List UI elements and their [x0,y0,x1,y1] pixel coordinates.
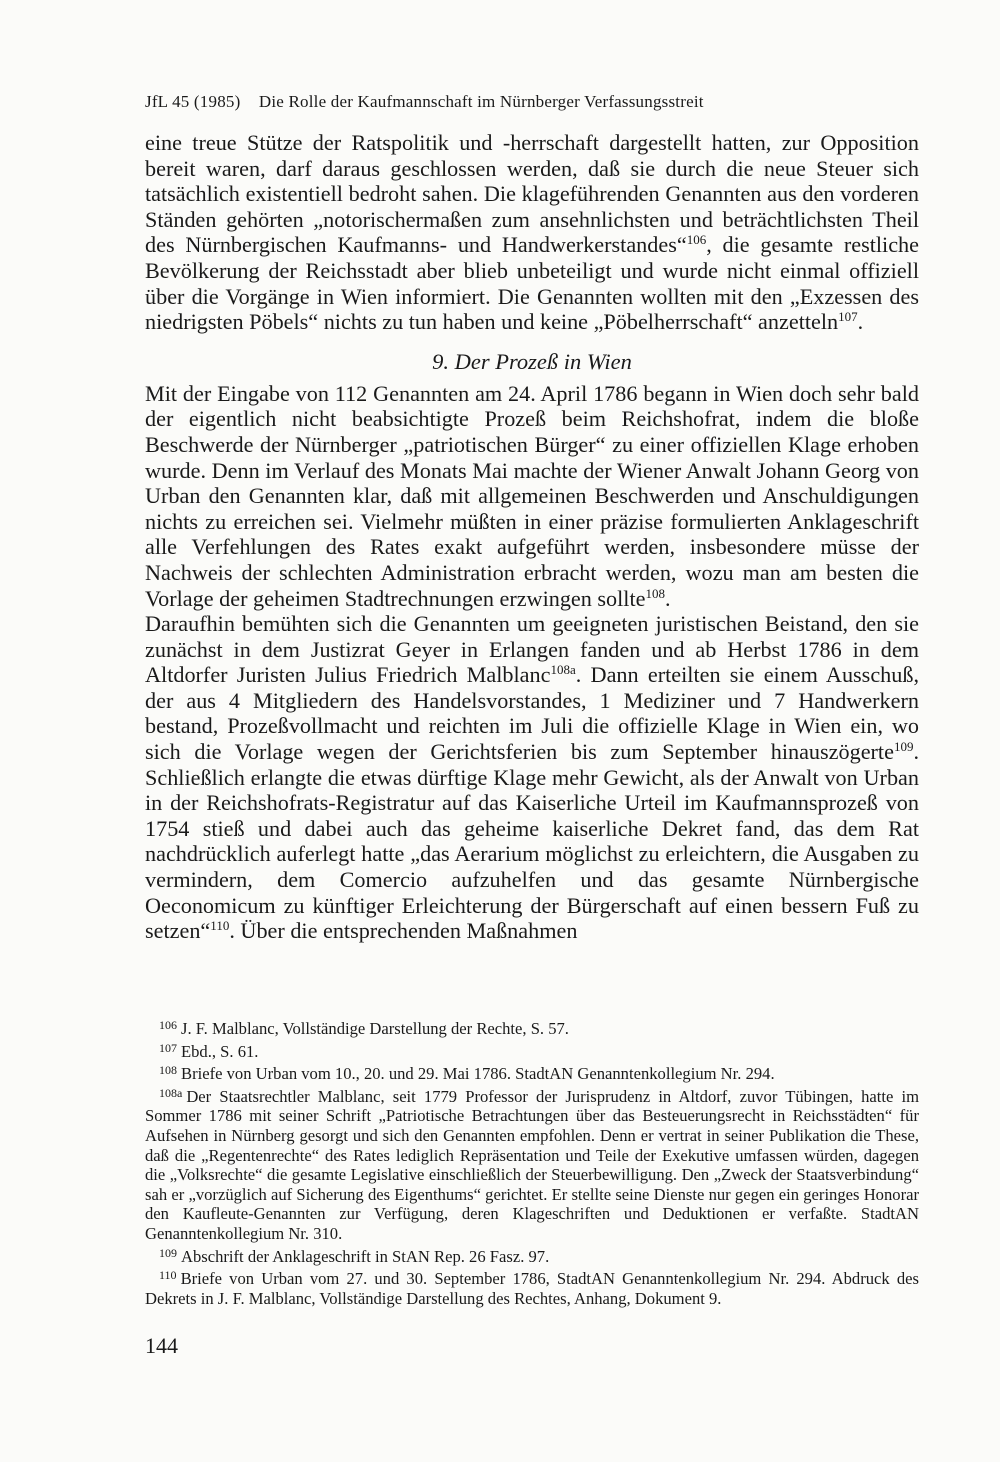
footnote-ref-109: 109 [893,739,914,755]
footnote-ref-106: 106 [686,232,707,248]
footnote-ref-110: 110 [210,918,230,934]
section-heading [145,349,919,375]
footnote-number: 108 [159,1063,177,1078]
paragraph-2-text-b: . [665,585,671,611]
paragraph-1-text-a: eine treue Stütze der Ratspolitik und -herrschaft dargestellt hatten, zur Opposition bereit waren, darf daraus geschlossen werden, daß sie durch die neue Steuer sich tatsächlich existentiell bedroht sahen. Die klageführenden Genannten aus den vorderen Ständen gehörten „notorischermaßen zum ansehnlichsten und beträchtlichsten Theil des Nürnbergischen Kaufmanns- und Handwerkerstandes“ [145,130,919,258]
body-text [145,130,919,944]
footnote [145,1061,919,1084]
footnote [145,1084,919,1244]
footnote-number: 107 [159,1040,177,1055]
footnote-number: 106 [159,1018,177,1032]
paragraph-1-text-b: , die gesamte restliche Bevölkerung der Reichsstadt aber blieb unbeteiligt und wurde nicht einmal offiziell über die Vorgänge in Wien informiert. Die Genannten wollten mit den „Exzessen des niedrigsten Pöbels“ nichts zu tun haben und keine „Pöbelherrschaft“ anzetteln [145,232,919,335]
running-head [145,92,865,112]
page-number: 144 [145,1333,178,1358]
footnote-text: Briefe von Urban vom 27. und 30. September 1786, StadtAN Genanntenkollegium Nr. 294. Abdruck des Dekrets in J. F. Malblanc, Vollständige Darstellung des Rechtes, Anhang, Dokument 9. [145,1269,919,1308]
footnote-text: Der Staatsrechtler Malblanc, seit 1779 Professor der Jurisprudenz in Altdorf, zuvor Tübingen, hatte im Sommer 1786 mit seiner Schrift „Patriotische Betrachtungen über das Besteuerungsrecht in Reichsstädten“ für Aufsehen in Nürnberg gesorgt und sich den Genannten empfohlen. Denn er vertrat in seiner Publikation die These, daß die „Regentenrechte“ des Rates lediglich Repräsentation und Teile der Exekutive umfassen würden, dagegen die „Volksrechte“ die gesamte Legislative einschließlich der Steuerbewilligung. Den „Zweck der Staatsverbindung“ sah er „vorzüglich auf Sicherung des Eigenthums“ gerichtet. Er stellte seine Dienste nur gegen ein geringes Honorar den Kaufleute-Genannten zur Verfügung, deren Klageschriften und Deduktionen er verfaßte. StadtAN Genanntenkollegium Nr. 310. [145,1086,919,1243]
footnote-text: Abschrift der Anklageschrift in StAN Rep. 26 Fasz. 97. [181,1246,550,1266]
paragraph-3-text-a: Daraufhin bemühten sich die Genannten um geeigneten juristischen Beistand, den sie zunächst in dem Justizrat Geyer in Erlangen fanden und ab Herbst 1786 in dem Altdorfer Juristen Julius Friedrich Malblanc [145,611,919,688]
footnotes [145,1016,919,1308]
footnote [145,1039,919,1062]
running-title: Die Rolle der Kaufmannschaft im Nürnberger Verfassungsstreit [258,92,704,111]
paragraph-2-text-a: Mit der Eingabe von 112 Genannten am 24. April 1786 begann in Wien doch sehr bald der eigentlich nicht beabsichtigte Prozeß beim Reichshofrat, indem die bloße Beschwerde der Nürnberger „patriotischen Bürger“ zu einer offiziellen Klage erhoben wurde. Denn im Verlauf des Monats Mai machte der Wiener Anwalt Johann Georg von Urban den Genannten klar, daß mit allgemeinen Beschwerden und Anschuldigungen nichts zu erreichen sei. Vielmehr müßten in einer präzise formulierten Anklageschrift alle Verfehlungen des Rates exakt aufgeführt werden, insbesondere müsse der Nachweis der schlechten Administration erbracht werden, wozu man am besten die Vorlage der geheimen Stadtrechnungen erzwingen sollte [145,380,919,611]
paragraph-1-text-c: . [857,309,864,335]
footnote-text: J. F. Malblanc, Vollständige Darstellung der Rechte, S. 57. [181,1019,569,1038]
footnote-ref-108: 108 [645,585,665,601]
paragraph-3-text-b: . Dann erteilten sie einem Ausschuß, der aus 4 Mitgliedern des Handelsvorstandes, 1 Mediziner und 7 Handwerkern bestand, Prozeßvollmacht und reichten im Juli die offizielle Klage in Wien ein, wo sich die Vorlage wegen der Gerichtsferien bis zum September hinauszögerte [145,662,919,765]
footnote-number: 109 [159,1245,177,1260]
paragraph-3-text-c: . Schließlich erlangte die etwas dürftige Klage mehr Gewicht, als der Anwalt von Urban in der Reichshofrats-Registratur auf das Kaiserliche Urteil im Kaufmannsprozeß von 1754 stieß und dabei auch das geheime kaiserliche Dekret fand, das dem Rat nachdrücklich auferlegt hatte „das Aerarium möglichst zu erleichtern, die Ausgaben zu vermindern, dem Comercio aufzuhelfen und das gesamte Nürnbergische Oeconomicum zu künftiger Erleichterung der Bürgerschaft auf einen bessern Fuß zu setzen“ [145,739,919,944]
paragraph-2 [145,381,919,611]
footnote-text: Briefe von Urban vom 10., 20. und 29. Mai 1786. StadtAN Genanntenkollegium Nr. 294. [181,1064,775,1084]
footnote-ref-108a: 108a [550,662,576,678]
paragraph-1 [145,130,919,335]
footnote [145,1016,919,1039]
footnote-number: 108a [159,1085,183,1100]
footnote [145,1266,919,1308]
footnote-text: Ebd., S. 61. [181,1041,259,1061]
paragraph-3-text-d: . Über die entsprechenden Maßnahmen [229,918,578,944]
footnote-ref-107: 107 [838,309,858,325]
footnote-number: 110 [159,1268,177,1283]
footnote [145,1244,919,1267]
paragraph-3 [145,611,919,944]
section-heading-text: 9. Der Prozeß in Wien [432,348,632,374]
journal-citation: JfL 45 (1985) [145,92,241,111]
